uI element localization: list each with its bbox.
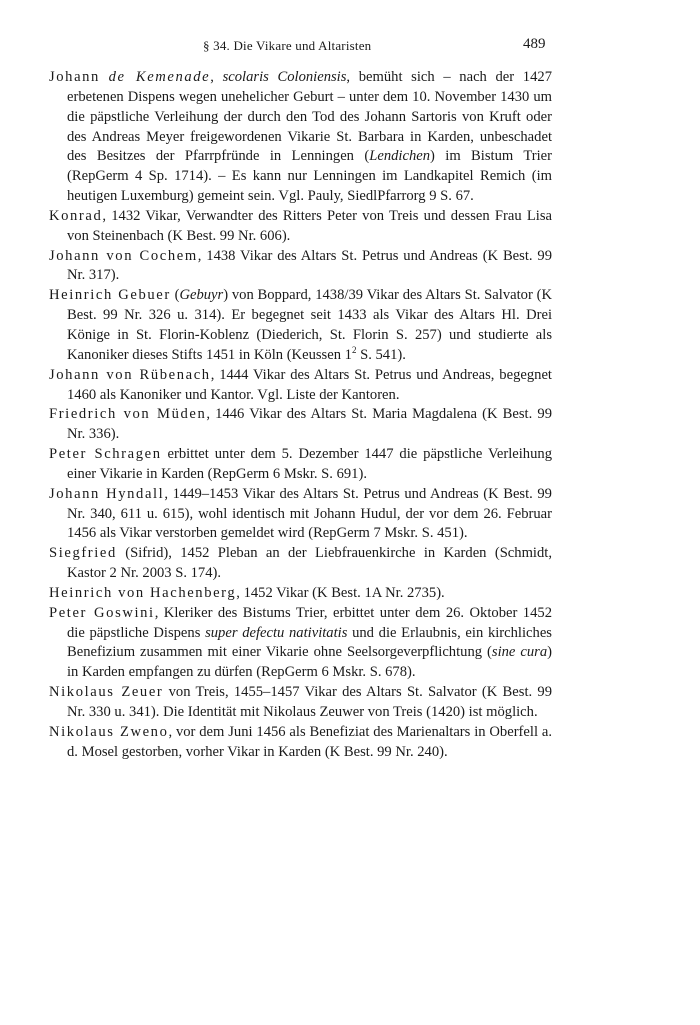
entry-text: , bemüht sich – nach der 1427 erbetenen Dispens wegen unehelicher Geburt – unter dem 10. November 1430 um die päpstliche Verleihung der durch den Tod des Johann Sartoris von Kruft oder des Andreas Meyer freigewordenen Vikarie St. Barbara in Karden, unbeschadet des Besitzes der Pfarrpfründe in Lenningen ( [67, 69, 552, 165]
entry-nikolaus-zweno [49, 723, 552, 763]
entry-italic-text: scolaris Coloniensis [222, 69, 347, 85]
entry-italic-text: sine cura [491, 644, 548, 661]
entry-peter-schragen [49, 445, 552, 485]
entry-text: (Sifrid), 1452 Pleban an der Liebfrauenkirche in Karden (Schmidt, Kastor 2 Nr. 2003 S. 174). [67, 545, 552, 582]
entry-johann-von-cochem [49, 247, 552, 287]
running-head: § 34. Die Vikare und Altaristen [203, 38, 372, 53]
entry-text: , 1438 Vikar des Altars St. Petrus und Andreas (K Best. 99 Nr. 317). [67, 247, 552, 284]
entry-text: , Kleriker des Bistums Trier, erbittet unter dem 26. Oktober 1452 die päpstliche Dispens [67, 604, 552, 641]
entry-italic-text: Gebuyr [179, 287, 224, 304]
entry-name-italic: de Kemenade [108, 69, 211, 85]
entry-text: , [210, 69, 223, 85]
entry-italic-text: Lendichen [369, 148, 431, 165]
entry-text: , 1446 Vikar des Altars St. Maria Magdalena (K Best. 99 Nr. 336). [67, 406, 552, 443]
entry-name: Johann von Rübenach [49, 366, 211, 383]
entry-name: Nikolaus Zweno [49, 723, 169, 740]
entry-name: Siegfried [49, 545, 117, 562]
entry-name: Heinrich Gebuer [49, 287, 171, 304]
entry-italic-text: super defectu nativitatis [205, 624, 348, 641]
entry-name: Heinrich von Hachenberg [49, 584, 237, 601]
entry-name: Konrad [49, 207, 103, 224]
entry-text: , 1452 Vikar (K Best. 1A Nr. 2735). [236, 584, 445, 601]
entry-peter-goswini [49, 604, 552, 683]
entry-heinrich-von-hachenberg [49, 584, 552, 604]
entry-name: Johann von Cochem [49, 247, 198, 264]
page-header [0, 38, 700, 58]
entry-list [49, 68, 552, 763]
entry-name: Peter Schragen [49, 446, 162, 463]
edition-superscript: 2 [351, 344, 357, 355]
entry-name: Johann Hyndall [49, 485, 165, 502]
entry-text: und die Erlaubnis, ein kirchliches Benefizium zusammen mit einer Vikarie ohne Seelsorgeverpflichtung ( [67, 624, 552, 661]
entry-name: Nikolaus Zeuer [49, 684, 164, 701]
entry-name: Friedrich von Müden [49, 406, 207, 423]
entry-text: erbittet unter dem 5. Dezember 1447 die päpstliche Verleihung einer Vikarie in Karden (RepGerm 6 Mskr. S. 691). [67, 446, 552, 482]
page-number: 489 [523, 36, 546, 52]
entry-johann-von-ruebenach [49, 366, 552, 406]
entry-konrad [49, 207, 552, 247]
entry-text: , 1432 Vikar, Verwandter des Ritters Peter von Treis und dessen Frau Lisa von Steinenbach (K Best. 99 Nr. 606). [67, 207, 552, 244]
entry-text: ( [170, 287, 180, 304]
entry-text: ) von Boppard, 1438/39 Vikar des Altars St. Salvator (K Best. 99 Nr. 326 u. 314). Er begegnet seit 1433 als Vikar des Altars Hl. Drei Könige in St. Florin-Koblenz (Diederich, St. Florin S. 257) und studierte als Kanoniker dieses Stifts 1451 in Köln (Keussen 1 [67, 287, 552, 363]
entry-text: ) im Bistum Trier (RepGerm 4 Sp. 1714). – Es kann nur Lenningen im Landkapitel Remich (im heutigen Luxemburg) gemeint sein. Vgl. Pauly, SiedlPfarrorg 9 S. 67. [67, 148, 552, 205]
entry-text: S. 541). [356, 346, 406, 363]
entry-name: Peter Goswini [49, 604, 155, 621]
entry-johann-hyndall [49, 485, 552, 545]
entry-text: , 1444 Vikar des Altars St. Petrus und Andreas, begegnet 1460 als Kanoniker und Kantor. Vgl. Liste der Kantoren. [67, 366, 552, 403]
entry-text: von Treis, 1455–1457 Vikar des Altars St. Salvator (K Best. 99 Nr. 330 u. 341). Die Identität mit Nikolaus Zeuwer von Treis (1420) ist möglich. [67, 684, 552, 720]
entry-siegfried [49, 544, 552, 584]
entry-text: , 1449–1453 Vikar des Altars St. Petrus und Andreas (K Best. 99 Nr. 340, 611 u. 615), wohl identisch mit Johann Hudul, der vor dem 26. Februar 1456 als Vikar verstorben gemeldet wird (RepGerm 7 Mskr. S. 451). [67, 485, 552, 542]
entry-name: Johann [49, 69, 100, 85]
entry-text: , vor dem Juni 1456 als Benefiziat des Marienaltars in Oberfell a. d. Mosel gestorben, vorher Vikar in Karden (K Best. 99 Nr. 240). [67, 723, 552, 760]
entry-nikolaus-zeuer [49, 683, 552, 723]
entry-text: ) in Karden empfangen zu dürfen (RepGerm 6 Mskr. S. 678). [67, 644, 552, 681]
entry-friedrich-von-mueden [49, 405, 552, 445]
entry-johann-de-kemenade [49, 68, 552, 207]
entry-heinrich-gebuer [49, 286, 552, 365]
